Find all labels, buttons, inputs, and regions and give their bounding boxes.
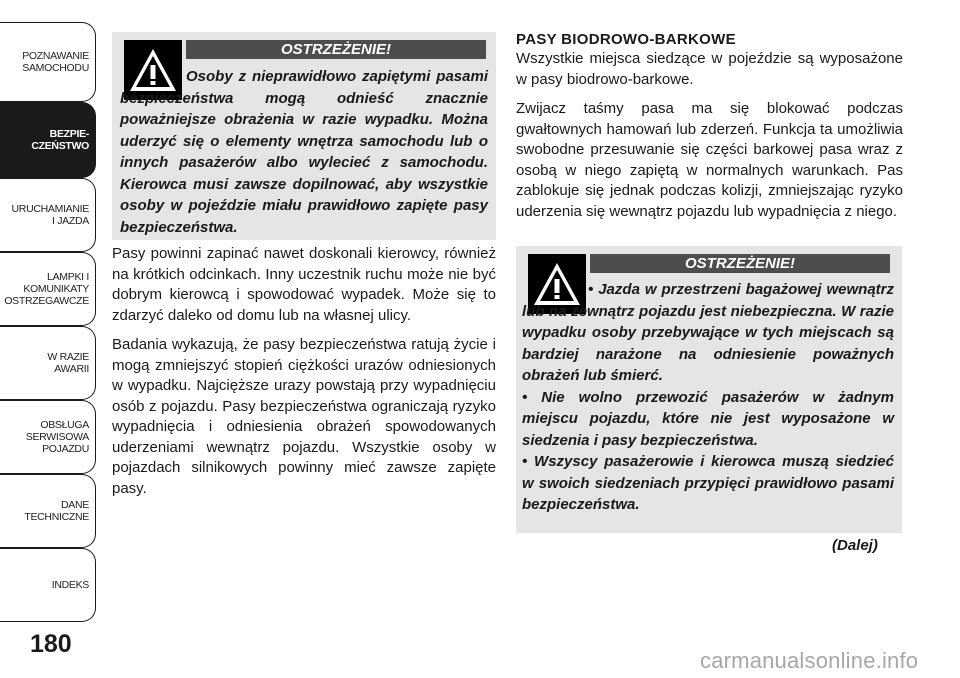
warning-bullet: • Nie wolno przewozić pasażerów w żadnym miejscu pojazdu, które nie jest wyposażone w siedzenia i pasy bezpieczeństwa. xyxy=(522,388,894,449)
left-body-text xyxy=(112,244,496,508)
tab-label: BEZPIE- CZEŃSTWO xyxy=(31,128,89,152)
tab-uruchamianie-i-jazda[interactable] xyxy=(0,178,96,252)
warning-text xyxy=(120,66,488,238)
warning-bullet: • Jazda w przestrzeni bagażowej wewnątrz lub na zewnątrz pojazdu jest niebezpieczna. W razie wypadku osoby przebywające w tych miejscach są bardziej narażone na odniesienie poważnych obrażeń lub śmierć. xyxy=(522,281,894,384)
tab-label: INDEKS xyxy=(51,579,89,591)
continued-label: (Dalej) xyxy=(832,537,878,554)
paragraph: Wszystkie miejsca siedzące w pojeździe są wyposażone w pasy biodrowo-barkowe. xyxy=(516,50,903,88)
paragraph: Pasy powinni zapinać nawet doskonali kierowcy, również na krótkich odcinkach. Inny uczestnik ruchu może nie być dobrym kierowcą i spowodować wypadek. Może się to zdarzyć daleko od domu lub na własnej ulicy. xyxy=(112,245,496,324)
tab-label: URUCHAMIANIE I JAZDA xyxy=(11,203,89,227)
warning-box-left xyxy=(112,32,496,240)
warning-text xyxy=(522,279,894,516)
tab-label: W RAZIE AWARII xyxy=(47,351,89,375)
warning-body: Osoby z nieprawidłowo zapiętymi pasami bezpieczeństwa mogą odnieść znacznie poważniejsze obrażenia w razie wypadku. Można uderzyć się o elementy wnętrza samochodu lub o innych pasażerów albo wylecieć z samochodu. Kierowca musi zawsze dopilnować, aby wszystkie osoby w pojeździe miału prawidłowo zapięte pasy bezpieczeństwa. xyxy=(120,68,488,236)
tab-dane-techniczne[interactable] xyxy=(0,474,96,548)
tab-poznawanie-samochodu[interactable] xyxy=(0,22,96,102)
section-heading: PASY BIODROWO-BARKOWE xyxy=(516,31,736,48)
page-number: 180 xyxy=(30,630,72,658)
paragraph: Zwijacz taśmy pasa ma się blokować podczas gwałtownych hamowań lub zderzeń. Funkcja ta umożliwia swobodne przesuwanie się części barkowej pasa wraz z osobą w niego zapiętą w normalnych warunkach. Pas zablokuje się jednak podczas kolizji, zmniejszając ryzyko uderzenia się wewnątrz pojazdu lub wypadnięcia z niego. xyxy=(516,100,903,220)
warning-bullet: • Wszyscy pasażerowie i kierowca muszą siedzieć w swoich siedzeniach przypięci prawidłowo pasami bezpieczeństwa. xyxy=(522,453,894,513)
right-body-text xyxy=(516,49,903,231)
tab-w-razie-awarii[interactable] xyxy=(0,326,96,400)
tab-label: LAMPKI I KOMUNIKATY OSTRZEGAWCZE xyxy=(4,271,89,307)
warning-box-right xyxy=(516,246,902,533)
warning-header: OSTRZEŻENIE! xyxy=(186,40,486,59)
tab-label: DANE TECHNICZNE xyxy=(24,499,89,523)
warning-header: OSTRZEŻENIE! xyxy=(590,254,890,273)
tab-lampki-i-komunikaty[interactable] xyxy=(0,252,96,326)
paragraph: Badania wykazują, że pasy bezpieczeństwa ratują życie i mogą zmniejszyć stopień ciężkości urazów odniesionych w wypadku. Najcięższe urazy powstają przy wypadnięciu osób z pojazdu. Pasy bezpieczeństwa ograniczają ryzyko wypadnięcia i odniesienia obrażeń spowodowanych uderzeniami wewnątrz pojazdu. Wszystkie osoby w pojazdach silnikowych powinny mieć zawsze zapięte pasy. xyxy=(112,336,496,497)
tab-label: POZNAWANIE SAMOCHODU xyxy=(22,50,89,74)
tab-bezpieczenstwo[interactable] xyxy=(0,102,96,178)
tab-indeks[interactable] xyxy=(0,548,96,622)
watermark: carmanualsonline.info xyxy=(700,648,919,673)
tab-obsluga-serwisowa[interactable] xyxy=(0,400,96,474)
tab-label: OBSŁUGA SERWISOWA POJAZDU xyxy=(25,419,89,455)
